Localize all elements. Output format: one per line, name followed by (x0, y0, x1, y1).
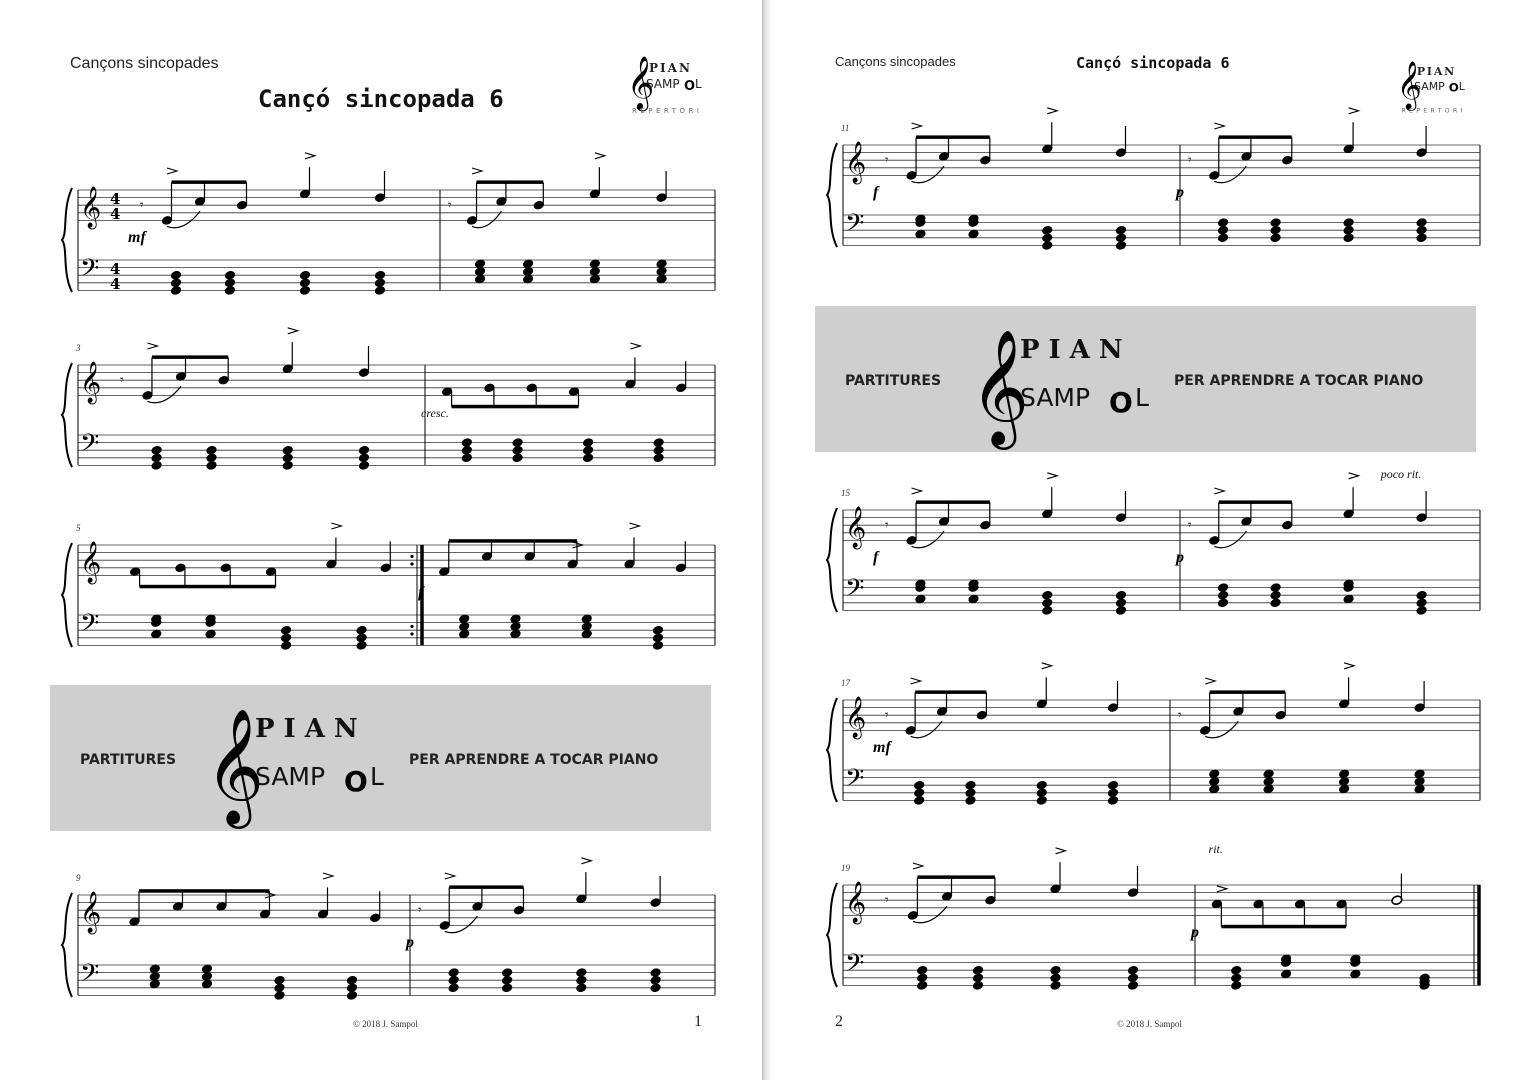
svg-text:PIAN: PIAN (1020, 335, 1132, 365)
eighth-rest: 𝄾 (885, 518, 889, 534)
accent-icon (1056, 848, 1066, 854)
svg-text:PIAN: PIAN (255, 714, 367, 744)
accent-icon (472, 168, 482, 174)
svg-text:L: L (695, 77, 702, 91)
notehead (151, 445, 163, 456)
note-beam (916, 500, 990, 504)
note-beam (917, 875, 995, 879)
accent-icon (305, 153, 315, 159)
notehead (1036, 780, 1048, 791)
staff-svg (50, 325, 725, 475)
treble-clef-icon: 𝄞 (845, 142, 867, 183)
accent-icon (912, 123, 922, 129)
svg-text:PARTITURES: PARTITURES (80, 752, 177, 768)
notehead (1343, 217, 1355, 228)
notehead (1115, 590, 1127, 601)
repeat-dot (410, 632, 413, 635)
piano-brace (62, 188, 72, 292)
note-beam (140, 585, 276, 589)
bass-clef-icon: 𝄢 (80, 254, 100, 289)
notehead (1107, 780, 1119, 791)
score-system-7 (815, 660, 1490, 815)
notehead (356, 625, 368, 636)
eighth-rest: 𝄾 (120, 373, 124, 389)
note-beam (172, 180, 247, 184)
staff-group (827, 842, 1480, 991)
staff-svg (815, 842, 1490, 995)
svg-text:REPERTORI: REPERTORI (632, 107, 703, 115)
notehead (1217, 582, 1229, 593)
accent-icon (630, 343, 640, 349)
accent-icon (1344, 663, 1354, 669)
svg-text:L: L (1458, 79, 1465, 93)
measure-number: 19 (841, 863, 850, 873)
bass-clef-icon: 𝄢 (845, 764, 865, 799)
song-title: Cançó sincopada 6 (258, 85, 504, 113)
time-signature-bottom: 4 (110, 205, 121, 223)
svg-text:PIAN: PIAN (1416, 65, 1456, 79)
expression-mark: poco rit. (1380, 467, 1422, 481)
notehead (1416, 217, 1428, 228)
notehead (346, 975, 358, 986)
notehead (1416, 590, 1428, 601)
staff-group (62, 523, 715, 651)
pianosampol-logo (625, 50, 715, 115)
piano-brace (62, 543, 72, 647)
eighth-rest: 𝄾 (1188, 153, 1192, 169)
measure-number: 3 (76, 343, 81, 353)
notehead (206, 445, 218, 456)
notehead (965, 780, 977, 791)
dynamic-mark: mf (873, 739, 891, 756)
measure-number: 11 (841, 123, 850, 133)
staff-group (827, 663, 1480, 806)
accent-icon (147, 343, 157, 349)
page-left (0, 0, 762, 1080)
notehead (913, 780, 925, 791)
accent-icon (1349, 473, 1359, 479)
eighth-rest: 𝄾 (140, 198, 144, 214)
accent-icon (445, 873, 455, 879)
treble-clef-icon: 𝄞 (80, 542, 102, 583)
book-title: Cançons sincopades (70, 55, 219, 72)
piano-brace (62, 893, 72, 997)
notehead (448, 967, 460, 978)
accent-icon (1042, 663, 1052, 669)
accent-icon (323, 873, 333, 879)
svg-text:O: O (1109, 386, 1133, 419)
note-beam (1219, 500, 1292, 504)
svg-text:PER APRENDRE A TOCAR PIANO: PER APRENDRE A TOCAR PIANO (409, 752, 659, 768)
note-beam (1219, 135, 1292, 139)
staff-svg (815, 105, 1490, 255)
dynamic-mark: p (406, 934, 414, 951)
treble-clef-icon: 𝄞 (1396, 59, 1422, 109)
song-title: Cançó sincopada 6 (1076, 54, 1230, 72)
eighth-rest: 𝄾 (1178, 708, 1182, 724)
treble-clef-icon: 𝄞 (80, 187, 102, 228)
notehead (299, 270, 311, 281)
bass-clef-icon: 𝄢 (845, 949, 865, 984)
dynamic-mark: f (873, 549, 879, 566)
staff-svg (50, 855, 725, 1005)
svg-text:PER APRENDRE A TOCAR PIANO: PER APRENDRE A TOCAR PIANO (1174, 373, 1424, 389)
note-beam (139, 889, 270, 893)
notehead (1127, 965, 1139, 976)
treble-clef-icon: 𝄞 (845, 697, 867, 738)
notehead (972, 965, 984, 976)
notehead (280, 625, 292, 636)
book-gutter (762, 0, 770, 1080)
score-system-1 (50, 150, 725, 305)
eighth-rest: 𝄾 (885, 893, 889, 909)
accent-icon (1047, 473, 1057, 479)
accent-icon (911, 678, 921, 684)
eighth-rest: 𝄾 (885, 708, 889, 724)
accent-icon (1214, 123, 1224, 129)
accent-icon (581, 858, 591, 864)
treble-clef-icon: 𝄞 (627, 55, 655, 109)
staff-svg (50, 505, 725, 655)
staff-group (62, 858, 715, 1001)
accent-icon (1205, 678, 1215, 684)
treble-clef-icon: 𝄞 (845, 507, 867, 548)
score-system-4 (50, 855, 725, 1010)
notehead (358, 445, 370, 456)
staff-group (827, 467, 1480, 616)
accent-icon (1217, 886, 1227, 892)
notehead (282, 445, 294, 456)
staff-group (62, 328, 715, 471)
staff-svg (50, 150, 725, 300)
accent-icon (1214, 488, 1224, 494)
notehead (224, 270, 236, 281)
dynamic-mark: mf (128, 229, 146, 246)
dynamic-mark: p (1176, 549, 1184, 566)
svg-text:L: L (370, 762, 384, 791)
note-beam (1210, 690, 1286, 694)
note-beam (915, 690, 986, 694)
svg-text:PIAN: PIAN (649, 61, 692, 75)
treble-clef-icon: 𝄞 (845, 882, 867, 923)
piano-brace (62, 363, 72, 467)
notehead (274, 975, 286, 986)
piano-brace (827, 698, 837, 802)
svg-text:SAMP: SAMP (1414, 79, 1445, 93)
notehead (461, 437, 473, 448)
bass-clef-icon: 𝄢 (80, 429, 100, 464)
note-beam (152, 355, 228, 359)
svg-text:SAMP: SAMP (1020, 383, 1091, 412)
staff-group (827, 108, 1480, 251)
promo-banner (50, 685, 711, 831)
accent-icon (912, 488, 922, 494)
time-signature-bottom: 4 (110, 275, 121, 293)
copyright-footer: © 2018 J. Sampol (353, 1019, 418, 1029)
bass-clef-icon: 𝄢 (845, 209, 865, 244)
book-title: Cançons sincopades (835, 54, 956, 69)
svg-text:REPERTORI: REPERTORI (1401, 106, 1466, 115)
dynamic-mark: p (1191, 924, 1199, 941)
notehead (170, 270, 182, 281)
notehead (1230, 965, 1242, 976)
staff-svg (815, 660, 1490, 810)
eighth-rest: 𝄾 (418, 903, 422, 919)
svg-text:O: O (684, 79, 696, 94)
repeat-dot (410, 562, 413, 565)
bass-clef-icon: 𝄢 (845, 574, 865, 609)
treble-clef-icon: 𝄞 (80, 892, 102, 933)
page-number: 1 (694, 1013, 702, 1030)
score-system-3 (50, 505, 725, 660)
pianosampol-logo (1395, 55, 1477, 115)
notehead (582, 437, 594, 448)
svg-text:O: O (344, 765, 368, 798)
time-signature-top: 4 (110, 260, 121, 278)
accent-icon (331, 523, 341, 529)
note-beam (452, 405, 579, 409)
notehead (1041, 590, 1053, 601)
staff-group (62, 153, 715, 296)
staff-svg (815, 467, 1490, 620)
notehead (512, 437, 524, 448)
treble-clef-icon: 𝄞 (80, 362, 102, 403)
svg-text:SAMP: SAMP (646, 77, 680, 91)
dynamic-mark: f (873, 184, 879, 201)
accent-icon (1349, 108, 1359, 114)
score-system-5 (815, 105, 1490, 260)
accent-icon (913, 863, 923, 869)
svg-text:O: O (1448, 80, 1459, 95)
piano-brace (827, 143, 837, 247)
bass-clef-icon: 𝄢 (80, 959, 100, 994)
piano-brace (827, 508, 837, 612)
notehead (1041, 225, 1053, 236)
eighth-rest: 𝄾 (885, 153, 889, 169)
notehead (501, 967, 513, 978)
score-system-6 (815, 467, 1490, 625)
measure-number: 5 (76, 523, 81, 533)
notehead (916, 965, 928, 976)
time-signature-top: 4 (110, 190, 121, 208)
accent-icon (288, 328, 298, 334)
dynamic-mark: f (418, 584, 424, 601)
repeat-dot (410, 555, 413, 558)
notehead (652, 625, 664, 636)
notehead (1270, 217, 1282, 228)
notehead (1115, 225, 1127, 236)
svg-text:PARTITURES: PARTITURES (845, 373, 942, 389)
accent-icon (167, 168, 177, 174)
svg-text:L: L (1135, 383, 1149, 412)
measure-number: 9 (76, 873, 81, 883)
repeat-dot (410, 625, 413, 628)
bass-clef-icon: 𝄢 (80, 609, 100, 644)
score-system-8 (815, 842, 1490, 1000)
svg-text:SAMP: SAMP (255, 762, 326, 791)
note-beam (1221, 925, 1346, 929)
notehead (1270, 582, 1282, 593)
accent-icon (1047, 108, 1057, 114)
dynamic-mark: p (1176, 184, 1184, 201)
notehead (650, 967, 662, 978)
note-beam (916, 135, 990, 139)
dynamic-mark: cresc. (421, 406, 449, 420)
measure-number: 17 (841, 678, 850, 688)
piano-brace (827, 883, 837, 987)
accent-icon (595, 153, 605, 159)
copyright-footer: © 2018 J. Sampol (1117, 1019, 1182, 1029)
notehead (1050, 965, 1062, 976)
promo-banner (815, 306, 1476, 452)
note-beam (477, 180, 544, 184)
page-right (770, 0, 1527, 1080)
notehead (1217, 217, 1229, 228)
page-number: 2 (835, 1013, 843, 1030)
note-beam (449, 539, 577, 543)
score-system-2 (50, 325, 725, 480)
eighth-rest: 𝄾 (1188, 518, 1192, 534)
treble-clef-icon: 𝄞 (970, 328, 1030, 445)
notehead (575, 967, 587, 978)
expression-mark: rit. (1208, 842, 1223, 856)
notehead (374, 270, 386, 281)
measure-number: 15 (841, 488, 850, 498)
treble-clef-icon: 𝄞 (205, 707, 265, 824)
accent-icon (630, 523, 640, 529)
note-beam (449, 885, 523, 889)
eighth-rest: 𝄾 (448, 198, 452, 214)
notehead (653, 437, 665, 448)
